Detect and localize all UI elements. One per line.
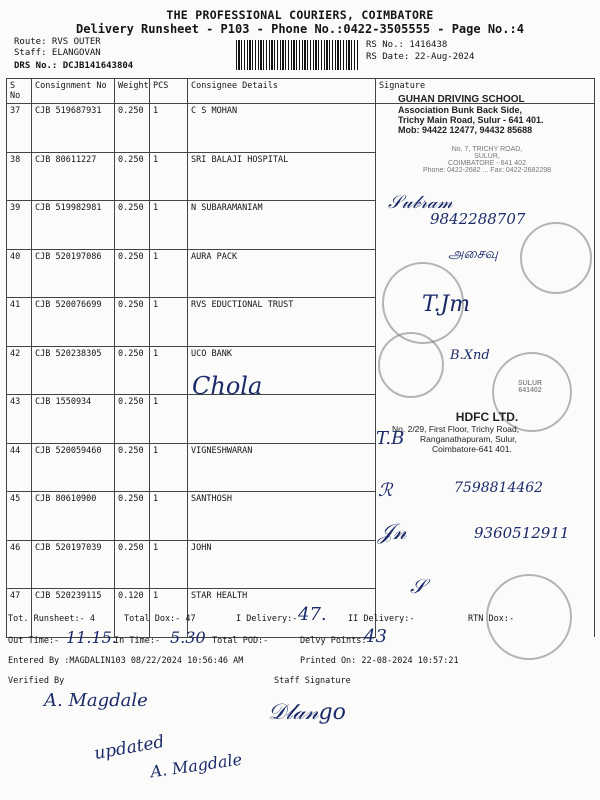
cell-sno: 42 <box>7 346 32 395</box>
signature-47: 𝒮 <box>410 574 426 598</box>
cell-weight: 0.250 <box>115 104 150 153</box>
staff-label: Staff: ELANGOVAN <box>14 48 101 58</box>
column-header: Signature <box>376 79 595 104</box>
cell-consignee: RVS EDUCTIONAL TRUST <box>188 298 376 347</box>
stamp-line: COIMBATORE - 641 402 <box>448 160 526 167</box>
cell-consignment: CJB 520239115 <box>32 589 115 638</box>
sulur-text: SULUR <box>517 380 543 387</box>
cell-sno: 38 <box>7 152 32 201</box>
bank-round-stamp <box>378 332 444 398</box>
runsheet-title: Delivery Runsheet - P103 - Phone No.:0422-3505555 - Page No.:4 <box>76 22 524 36</box>
table-row <box>7 298 595 347</box>
updated-note: updated <box>92 732 166 764</box>
table-row <box>7 249 595 298</box>
cell-signature <box>376 540 595 589</box>
drs-number: DRS No.: DCJB141643804 <box>14 61 134 71</box>
signature-44: T.B <box>376 428 405 449</box>
cell-pcs: 1 <box>150 201 188 250</box>
rs-date: RS Date: 22-Aug-2024 <box>366 52 475 62</box>
cell-pcs: 1 <box>150 346 188 395</box>
cell-consignment: CJB 520197086 <box>32 249 115 298</box>
cell-consignee <box>188 395 376 444</box>
cell-weight: 0.250 <box>115 249 150 298</box>
cell-consignee: SANTHOSH <box>188 492 376 541</box>
cell-consignment: CJB 520076699 <box>32 298 115 347</box>
cell-pcs: 1 <box>150 104 188 153</box>
signature-40: அசைவு <box>448 246 498 262</box>
cell-consignee: VIGNESHWARAN <box>188 443 376 492</box>
cell-weight: 0.250 <box>115 298 150 347</box>
signature-41: T.Jm <box>422 292 471 317</box>
company-round-stamp <box>520 222 592 294</box>
cell-weight: 0.250 <box>115 201 150 250</box>
ii-delivery-label: II Delivery:- <box>348 614 415 624</box>
out-time-label: Out Time:- <box>8 636 60 646</box>
cell-pcs: 1 <box>150 249 188 298</box>
signature-45: ℛ <box>378 480 393 501</box>
route-label: Route: RVS OUTER <box>14 37 101 47</box>
rs-number: RS No.: 1416438 <box>366 40 448 50</box>
column-header: Weight <box>115 79 150 104</box>
stamp-line: No. 7, TRICHY ROAD, <box>451 146 523 153</box>
cell-consignment: CJB 520059460 <box>32 443 115 492</box>
signature-39: 𝒮𝓊𝒷𝓇𝒶𝓂 <box>388 192 453 213</box>
signature-42: B.Xnd <box>450 348 490 363</box>
delvy-points-value: 43 <box>364 626 387 647</box>
cell-pcs: 1 <box>150 152 188 201</box>
entered-by: Entered By :MAGDALIN103 08/22/2024 10:56:46 AM <box>8 656 244 666</box>
sulur-code: 641402 <box>518 387 542 394</box>
cell-weight: 0.120 <box>115 589 150 638</box>
i-delivery-value: 47. <box>298 604 327 625</box>
cell-sno: 40 <box>7 249 32 298</box>
updated-signature: A. Magdale <box>149 749 244 782</box>
in-time-value: 5.30 <box>170 628 206 647</box>
cell-pcs: 1 <box>150 540 188 589</box>
delvy-points-label: Delvy Points: <box>300 636 367 646</box>
barcode <box>236 40 358 70</box>
cell-consignee: JOHN <box>188 540 376 589</box>
cell-weight: 0.250 <box>115 346 150 395</box>
stamp-line: Association Bunk Back Side, <box>398 105 523 115</box>
in-time-label: In Time:- <box>114 636 161 646</box>
cell-weight: 0.250 <box>115 443 150 492</box>
cell-sno: 37 <box>7 104 32 153</box>
column-header: PCS <box>150 79 188 104</box>
staff-signature-label: Staff Signature <box>274 676 351 686</box>
cell-weight: 0.250 <box>115 152 150 201</box>
stamp-line: Ranganathapuram, Sulur, <box>420 434 517 444</box>
stamp-line: SULUR, <box>474 153 500 160</box>
i-delivery-label: I Delivery:- <box>236 614 298 624</box>
cell-sno: 44 <box>7 443 32 492</box>
out-time-value: 11.15. <box>66 628 117 647</box>
total-pod-label: Total POD:- <box>212 636 269 646</box>
cell-consignee: AURA PACK <box>188 249 376 298</box>
phone-39: 9842288707 <box>430 210 526 228</box>
cell-consignee: C S MOHAN <box>188 104 376 153</box>
company-name: THE PROFESSIONAL COURIERS, COIMBATORE <box>166 8 434 22</box>
hdfc-stamp <box>392 410 582 454</box>
stamp-line: Phone: 0422-2682 ... Fax: 0422-2682298 <box>422 167 552 174</box>
printed-on: Printed On: 22-08-2024 10:57:21 <box>300 656 459 666</box>
cell-sno: 41 <box>7 298 32 347</box>
cell-consignee: SRI BALAJI HOSPITAL <box>188 152 376 201</box>
cell-consignment: CJB 1550934 <box>32 395 115 444</box>
cell-pcs: 1 <box>150 443 188 492</box>
cell-pcs: 1 <box>150 589 188 638</box>
stamp-line: Trichy Main Road, Sulur - 641 401. <box>398 115 544 125</box>
cell-consignment: CJB 520197039 <box>32 540 115 589</box>
cell-consignee: UCO BANK <box>188 346 376 395</box>
cell-sno: 43 <box>7 395 32 444</box>
cell-pcs: 1 <box>150 298 188 347</box>
verified-by-signature: A. Magdale <box>44 690 148 711</box>
cell-consignment: CJB 519982981 <box>32 201 115 250</box>
stamp-line: HDFC LTD. <box>455 410 519 424</box>
cell-sno: 45 <box>7 492 32 541</box>
cell-weight: 0.250 <box>115 492 150 541</box>
cell-pcs: 1 <box>150 492 188 541</box>
cell-consignee: N SUBARAMANIAM <box>188 201 376 250</box>
verified-by-label: Verified By <box>8 676 65 686</box>
staff-signature: 𝒟𝓁𝒶𝓃𝑔𝑜 <box>268 700 346 725</box>
driving-school-stamp <box>398 94 544 135</box>
stamp-line: Coimbatore-641 401. <box>432 444 512 454</box>
total-dox: Total Dox:- 47 <box>124 614 196 624</box>
cell-pcs: 1 <box>150 395 188 444</box>
phone-45: 7598814462 <box>454 480 544 496</box>
stamp-line: No. 2/29, First Floor, Trichy Road, <box>392 424 520 434</box>
handwritten-chola: Chola <box>192 372 263 400</box>
signature-46: 𝒥𝓃 <box>378 520 407 545</box>
stamp-line: GUHAN DRIVING SCHOOL <box>398 94 525 105</box>
cell-consignment: CJB 519687931 <box>32 104 115 153</box>
hospital-stamp <box>412 146 562 174</box>
cell-consignment: CJB 80610900 <box>32 492 115 541</box>
cell-consignment: CJB 520238305 <box>32 346 115 395</box>
cell-consignment: CJB 80611227 <box>32 152 115 201</box>
column-header: Consignment No <box>32 79 115 104</box>
stamp-line: Mob: 94422 12477, 94432 85688 <box>398 125 533 135</box>
column-header: S No <box>7 79 32 104</box>
cell-weight: 0.250 <box>115 395 150 444</box>
rtn-dox-label: RTN Dox:- <box>468 614 515 624</box>
cell-sno: 39 <box>7 201 32 250</box>
cell-weight: 0.250 <box>115 540 150 589</box>
cell-consignee: STAR HEALTH <box>188 589 376 638</box>
phone-46: 9360512911 <box>474 524 570 542</box>
cell-sno: 47 <box>7 589 32 638</box>
column-header: Consignee Details <box>188 79 376 104</box>
cell-sno: 46 <box>7 540 32 589</box>
total-runsheet: Tot. Runsheet:- 4 <box>8 614 95 624</box>
